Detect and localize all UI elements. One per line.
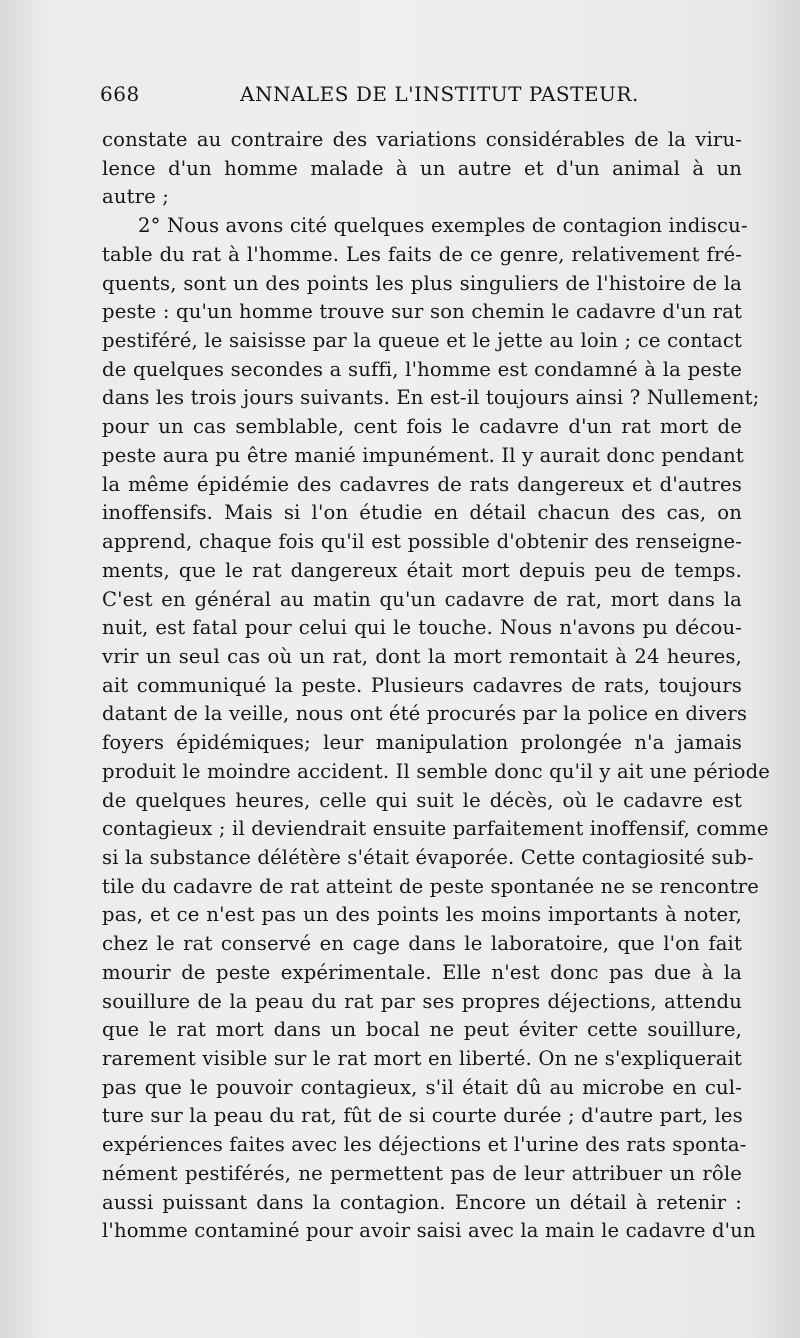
text-line: ait communiqué la peste. Plusieurs cadavres de rats, toujours [102, 673, 742, 697]
text-line: aussi puissant dans la contagion. Encore un détail à retenir : [102, 1190, 742, 1214]
text-line: foyers épidémiques; leur manipulation prolongée n'a jamais [102, 731, 742, 755]
text-line: peste aura pu être manié impunément. Il y aurait donc pendant [102, 443, 744, 467]
text-line: constate au contraire des variations considérables de la viru- [102, 128, 742, 151]
text-line: de quelques secondes a suffi, l'homme est condamné à la peste [102, 357, 742, 381]
text-line: nuit, est fatal pour celui qui le touche. Nous n'avons pu décou- [102, 616, 742, 640]
text-line: rarement visible sur le rat mort en liberté. On ne s'expliquerait [102, 1047, 742, 1070]
text-line: inoffensifs. Mais si l'on étudie en détail chacun des cas, on [102, 501, 742, 525]
text-line: autre ; [102, 185, 170, 209]
text-line: ture sur la peau du rat, fût de si courte durée ; d'autre part, les [102, 1104, 743, 1128]
text-line: chez le rat conservé en cage dans le laboratoire, que l'on fait [102, 932, 742, 956]
text-line: l'homme contaminé pour avoir saisi avec la main le cadavre d'un [102, 1219, 756, 1243]
text-line: table du rat à l'homme. Les faits de ce genre, relativement fré- [102, 242, 742, 266]
text-line: apprend, chaque fois qu'il est possible d'obtenir des renseigne- [102, 530, 742, 554]
text-line: pas, et ce n'est pas un des points les moins importants à noter, [102, 903, 742, 927]
text-line: peste : qu'un homme trouve sur son chemin le cadavre d'un rat [102, 300, 742, 324]
text-line: C'est en général au matin qu'un cadavre de rat, mort dans la [102, 587, 742, 611]
text-line: si la substance délétère s'était évaporée. Cette contagiosité sub- [102, 845, 754, 869]
body-text [102, 126, 771, 1246]
text-line: mourir de peste expérimentale. Elle n'est donc pas due à la [102, 960, 742, 984]
text-line: datant de la veille, nous ont été procurés par la police en divers [102, 702, 748, 726]
text-line: lence d'un homme malade à un autre et d'un animal à un [102, 156, 742, 180]
text-line: pas que le pouvoir contagieux, s'il était dû au microbe en cul- [102, 1075, 742, 1099]
text-line: tile du cadavre de rat atteint de peste spontanée ne se rencontre [102, 874, 760, 898]
text-line: nément pestiférés, ne permettent pas de leur attribuer un rôle [102, 1161, 742, 1185]
running-head: ANNALES DE L'INSTITUT PASTEUR. [240, 82, 639, 106]
text-line: expériences faites avec les déjections et l'urine des rats sponta- [102, 1133, 747, 1157]
text-line: contagieux ; il deviendrait ensuite parfaitement inoffensif, comme [102, 817, 769, 841]
text-line: la même épidémie des cadavres de rats dangereux et d'autres [102, 472, 742, 496]
text-line: pour un cas semblable, cent fois le cadavre d'un rat mort de [102, 415, 742, 439]
text-line: produit le moindre accident. Il semble donc qu'il y ait une période [102, 759, 771, 783]
text-line: dans les trois jours suivants. En est-il toujours ainsi ? Nullement; [102, 386, 760, 410]
text-line: ments, que le rat dangereux était mort depuis peu de temps. [102, 558, 742, 582]
text-line: 2° Nous avons cité quelques exemples de contagion indiscu- [138, 214, 748, 238]
text-line: souillure de la peau du rat par ses propres déjections, attendu [102, 989, 742, 1013]
page-number: 668 [100, 82, 140, 106]
text-line: pestiféré, le saisisse par la queue et le jette au loin ; ce contact [102, 329, 742, 353]
text-line: vrir un seul cas où un rat, dont la mort remontait à 24 heures, [102, 644, 742, 668]
text-line: de quelques heures, celle qui suit le décès, où le cadavre est [102, 788, 742, 812]
text-line: que le rat mort dans un bocal ne peut éviter cette souillure, [102, 1018, 742, 1042]
text-line: quents, sont un des points les plus singuliers de l'histoire de la [102, 271, 742, 295]
